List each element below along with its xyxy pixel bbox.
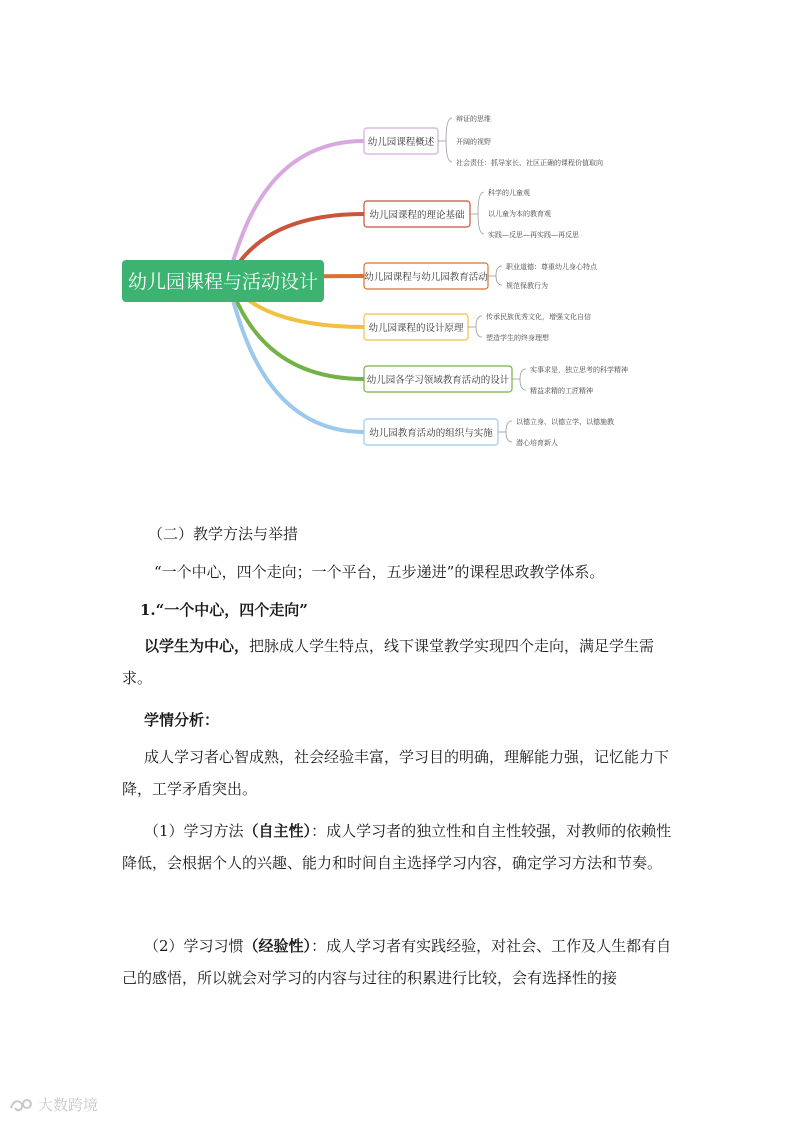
leaf-label: 传承民族优秀文化，增强文化自信 — [486, 313, 591, 321]
leaf-label: 职业道德：尊重幼儿身心特点 — [506, 263, 597, 271]
leaf-label: 潜心培育新人 — [516, 439, 558, 447]
leaf-label: 开阔的视野 — [456, 138, 491, 146]
branch-connector — [226, 280, 364, 432]
watermark-text: 大数跨境 — [38, 1096, 99, 1114]
leaf-label: 规范保教行为 — [506, 282, 548, 290]
item1-paragraph: （1）学习方法（自主性）：成人学习者的独立性和自主性较强，对教师的依赖性降低，会根据个人的兴趣、能力和时间自主选择学习内容，确定学习方法和节奏。 — [122, 822, 672, 872]
analysis-title: 学情分析： — [144, 711, 220, 729]
leaf-label: 科学的儿童观 — [488, 189, 530, 197]
leaf-bracket — [496, 266, 502, 285]
item1-bold: （自主性） — [243, 822, 312, 840]
leaf-label: 辩证的思维 — [456, 115, 491, 123]
center-label: 幼儿园课程与活动设计 — [127, 271, 319, 293]
leaf-bracket — [506, 421, 512, 442]
leaf-label: 实事求是，独立思考的科学精神 — [530, 366, 628, 374]
branch-label: 幼儿园各学习领域教育活动的设计 — [366, 375, 510, 386]
leaf-bracket — [478, 192, 484, 234]
mind-map — [0, 0, 794, 470]
branch-label: 幼儿园课程概述 — [367, 137, 435, 148]
leaf-bracket — [446, 118, 452, 162]
analysis-paragraph: 成人学习者心智成熟，社会经验丰富，学习目的明确，理解能力强，记忆能力下降，工学矛盾突出。 — [122, 748, 670, 798]
item2-bold: （经验性） — [243, 937, 312, 955]
watermark-logo-icon — [8, 1096, 34, 1114]
branch-label: 幼儿园课程的理论基础 — [369, 210, 465, 221]
section-heading: （二）教学方法与举措 — [148, 525, 299, 543]
branch-label: 幼儿园课程的设计原理 — [368, 323, 464, 334]
leaf-bracket — [476, 316, 482, 337]
leaf-label: 以儿童为本的教育观 — [488, 210, 551, 218]
leaf-label: 实践—反思—再实践—再反思 — [488, 231, 579, 239]
leaf-label: 社会责任：抓导家长、社区正确的课程价值取向 — [456, 159, 603, 167]
branch-connector — [226, 141, 364, 280]
student-center-paragraph: 以学生为中心，把脉成人学生特点，线下课堂教学实现四个走向，满足学生需求。 — [122, 637, 655, 687]
subheading: 1.“一个中心，四个走向” — [140, 601, 308, 619]
leaf-label: 塑造学生的终身理想 — [486, 334, 549, 342]
student-center-bold: 以学生为中心， — [144, 637, 250, 655]
watermark — [8, 1094, 98, 1115]
leaf-bracket — [520, 369, 526, 390]
item2-paragraph: （2）学习习惯（经验性）：成人学习者有实践经验，对社会、工作及人生都有自己的感悟，所以就会对学习的内容与过往的积累进行比较，会有选择性的接 — [122, 937, 672, 987]
leaf-label: 以德立身、以德立学、以德施教 — [516, 418, 614, 426]
branch-label: 幼儿园课程与幼儿园教育活动 — [364, 272, 488, 283]
branch-label: 幼儿园教育活动的组织与实施 — [369, 428, 493, 439]
intro-paragraph: “一个中心，四个走向；一个平台，五步递进”的课程思政教学体系。 — [154, 563, 605, 581]
leaf-label: 精益求精的工匠精神 — [530, 387, 593, 395]
